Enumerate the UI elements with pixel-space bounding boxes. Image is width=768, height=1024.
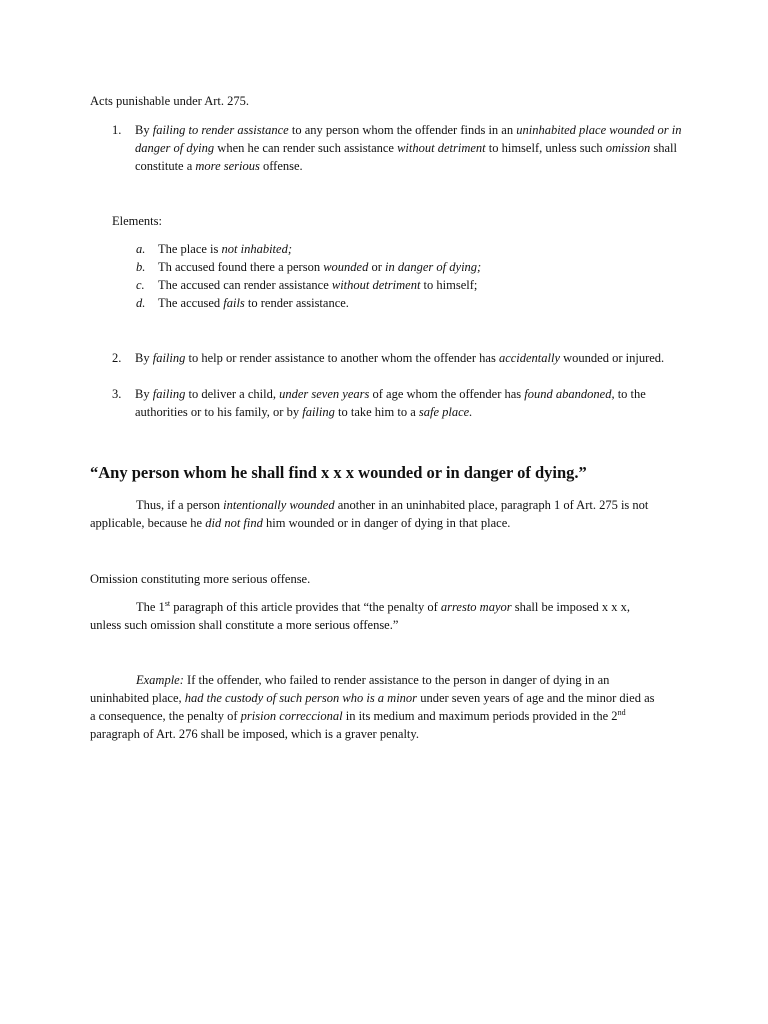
list-number-2: 2. — [112, 351, 122, 365]
element-letter-a: a. — [136, 242, 146, 256]
element-item-c: The accused can render assistance without detriment to himself; — [158, 278, 478, 292]
elements-label: Elements: — [112, 214, 162, 228]
first-paragraph-text: The 1st paragraph of this article provides that “the penalty of arresto mayor shall be imposed x x x, unless such omission shall constitute a more serious offense.” — [90, 598, 630, 632]
list-number-1: 1. — [112, 123, 122, 137]
element-letter-c: c. — [136, 278, 145, 292]
element-item-b: Th accused found there a person wounded or in danger of dying; — [158, 260, 482, 274]
example-paragraph: Example: If the offender, who failed to render assistance to the person in danger of dying in an uninhabited place, had the custody of such person who is a minor under seven years of age and the minor died as a consequence, the penalty of prision correccional in its medium and maximum periods provided in the 2nd paragraph of Art. 276 shall be imposed, which is a graver penalty. — [90, 673, 655, 741]
section-title: Acts punishable under Art. 275. — [90, 94, 250, 108]
list-item-1: By failing to render assistance to any person whom the offender finds in an uninhabited place wounded or in danger of dying when he can render such assistance without detriment to himself, unless such omission shall constitute a more serious offense. — [135, 123, 682, 173]
element-letter-b: b. — [136, 260, 146, 274]
element-item-d: The accused fails to render assistance. — [158, 296, 349, 310]
list-item-3: By failing to deliver a child, under seven years of age whom the offender has found abandoned, to the authorities or to his family, or by failing to take him to a safe place. — [135, 387, 646, 419]
list-item-2: By failing to help or render assistance to another whom the offender has accidentally wounded or injured. — [135, 351, 665, 365]
omission-heading: Omission constituting more serious offense. — [90, 572, 311, 586]
thus-paragraph: Thus, if a person intentionally wounded another in an uninhabited place, paragraph 1 of Art. 275 is not applicable, because he did not find him wounded or in danger of dying in that place. — [90, 498, 649, 530]
list-number-3: 3. — [112, 387, 122, 401]
quote-heading: “Any person whom he shall find x x x wounded or in danger of dying.” — [90, 463, 587, 482]
element-letter-d: d. — [136, 296, 146, 310]
element-item-a: The place is not inhabited; — [158, 242, 292, 256]
